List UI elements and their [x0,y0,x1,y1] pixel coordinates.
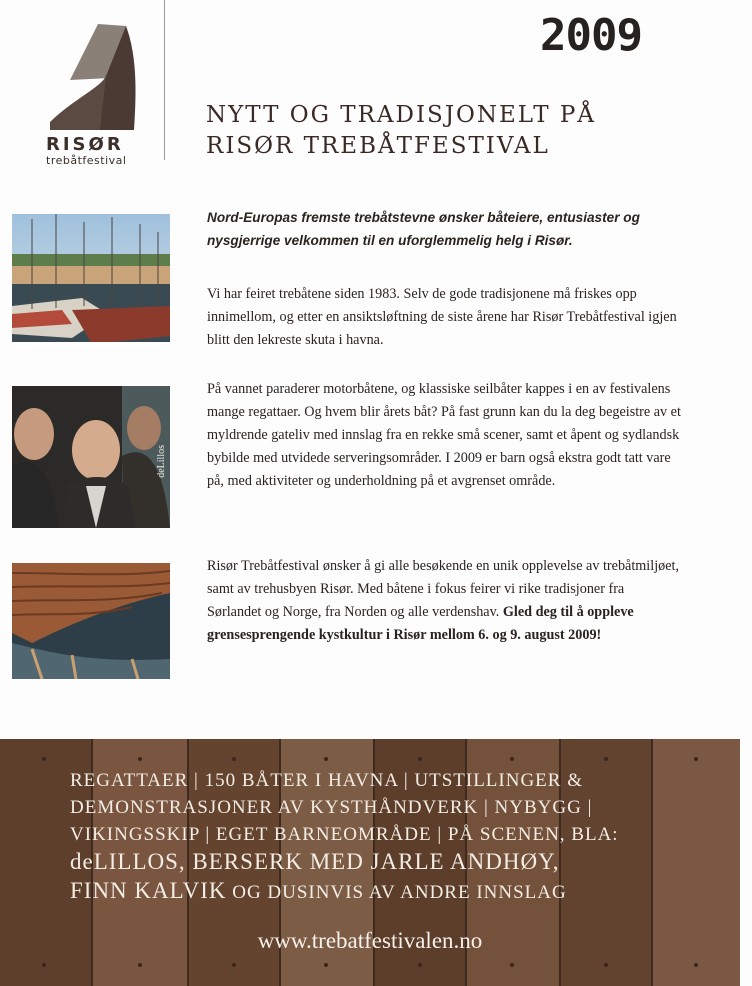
banner-line-5-rest: OG DUSINVIS AV ANDRE INNSLAG [226,882,567,903]
banner-line-1: REGATTAER | 150 BÅTER I HAVNA | UTSTILLINGER & [70,770,583,791]
paragraph-history: Vi har feiret trebåtene siden 1983. Selv de gode tradisjonene må friskes opp innimellom, og etter en ansiktsløftning de siste årene har Risør Trebåtfestival igjen blitt den lekreste skuta i havna. [207,286,677,348]
title-line-2: RISØR TREBÅTFESTIVAL [206,133,550,159]
banner-program [70,767,700,906]
website-link[interactable]: www.trebatfestivalen.no [257,928,483,953]
page-title [206,100,596,162]
divider-line [164,0,165,160]
photo-credit: deLillos [156,445,167,478]
invitation-highlight: Gled deg til å oppleve grensesprengende kystkultur i Risør mellom 6. og 9. august 2009! [207,604,634,643]
banner-line-3: VIKINGSSKIP | EGET BARNEOMRÅDE | PÅ SCENEN, BLA: [70,824,619,845]
lead-paragraph: Nord-Europas fremste trebåtstevne ønsker båteiere, entusiaster og nysgjerrige velkommen til en uforglemmelig helg i Risør. [207,210,640,248]
invitation-text: Risør Trebåtfestival ønsker å gi alle besøkende en unik opplevelse av trebåtmiljøet, samt av trehusbyen Risør. Med båtene i fokus feirer vi rike tradisjoner fra Sørlandet og Norge, fra Norden og alle verdenshav. [207,558,680,620]
logo-subtitle: trebåtfestival [46,154,127,167]
paragraph-activities: På vannet paraderer motorbåtene, og klassiske seilbåter kappes i en av festivalens mange regattaer. Og hvem blir årets båt? På fast grunn kan du la deg begeistre av et myldrende gateliv med innslag fra en rekke små scener, samt et åpent og sydlandsk bybilde med utvidede serveringsområder. I 2009 er barn også ekstra godt tatt vare på, med aktiviteter og underholdning på et avgrenset område. [207,381,681,489]
logo-name: RISØR [46,134,124,155]
title-line-1: NYTT OG TRADISJONELT PÅ [206,102,596,128]
year-label: 2009 [540,10,642,61]
paragraph-invitation [207,555,682,647]
banner-line-5-artist: FINN KALVIK [70,878,227,903]
band-photo [12,386,170,528]
harbour-photo [12,214,170,348]
banner-line-4: deLILLOS, BERSERK MED JARLE ANDHØY, [70,849,560,874]
banner-line-2: DEMONSTRASJONER AV KYSTHÅNDVERK | NYBYGG | [70,797,593,818]
wooden-hull-photo [12,563,170,679]
